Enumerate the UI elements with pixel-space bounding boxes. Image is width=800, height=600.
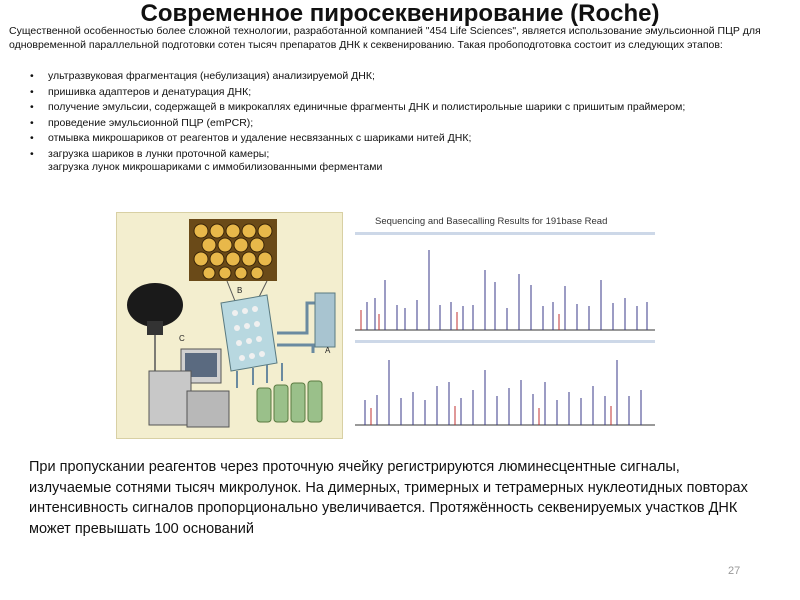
step-item (30, 86, 790, 100)
body-paragraph: При пропускании реагентов через проточную ячейку регистрируются люминесцентные сигналы, излучаемые сотнями тысяч микролунок. На димерных, тримерных и тетрамерных нуклеотидных повторах интенсивность сигналов пропорционально увеличивается. Протяжённость секвенируемых участков ДНК может превышать 100 оснований (29, 459, 748, 537)
upper-peaks-red (361, 310, 559, 330)
flowgram-title: Sequencing and Basecalling Results for 191base Read (375, 216, 608, 227)
instrument-illustration (116, 212, 343, 439)
step-text: проведение эмульсионной ПЦР (emPCR); (48, 116, 254, 129)
tube (277, 345, 313, 353)
step-item (30, 148, 790, 175)
step-text: ультразвуковая фрагментация (небулизация) анализируемой ДНК; (48, 70, 375, 82)
reagent-bottles (257, 381, 322, 422)
label-c: C (179, 334, 185, 343)
step-item (30, 70, 790, 84)
step-item (30, 101, 790, 115)
flowgram-figure (345, 210, 663, 440)
zoom-line (227, 281, 235, 301)
step-text: получение эмульсии, содержащей в микрокаплях единичные фрагменты ДНК и полистирольные шарики с пришитым праймером; (48, 101, 686, 113)
label-a: A (325, 346, 331, 355)
flowgram-traces (345, 210, 663, 440)
camera-mount (147, 321, 163, 335)
step-item (30, 117, 790, 131)
step-item (30, 132, 790, 146)
lower-peaks-red (371, 406, 611, 425)
slide-title: Современное пиросеквенирование (Roche) (140, 0, 660, 27)
sequence-strip (355, 232, 655, 235)
intro-paragraph: Существенной особенностью более сложной технологии, разработанной компанией "454 Life Sciences", является использование эмульсионной ПЦР для одновременной параллельной подготовки сотен тысяч препаратов ДНК к секвенированию. Такая пробоподготовка состоит из следующих этапов: (9, 25, 761, 51)
steps-list (30, 70, 790, 177)
instrument-diagram (117, 213, 342, 438)
camera-icon (127, 283, 183, 327)
sequencer-box (187, 391, 229, 427)
upper-peaks (367, 250, 647, 330)
page-number: 27 (728, 565, 741, 577)
step-text: отмывка микрошариков от реагентов и удаление несвязанных с шариками нитей ДНК; (48, 132, 472, 144)
sequence-strip-lower (355, 340, 655, 343)
pump-unit (315, 293, 335, 347)
step-text: пришивка адаптеров и денатурация ДНК; (48, 85, 252, 98)
flow-cell (221, 295, 277, 371)
computer-tower (149, 371, 191, 425)
step-text: загрузка шариков в лунки проточной камеры; (48, 147, 270, 160)
step-continuation: загрузка лунок микрошариками с иммобилизованными ферментами (48, 161, 383, 173)
lower-peaks (365, 360, 641, 425)
label-b: B (237, 286, 243, 295)
